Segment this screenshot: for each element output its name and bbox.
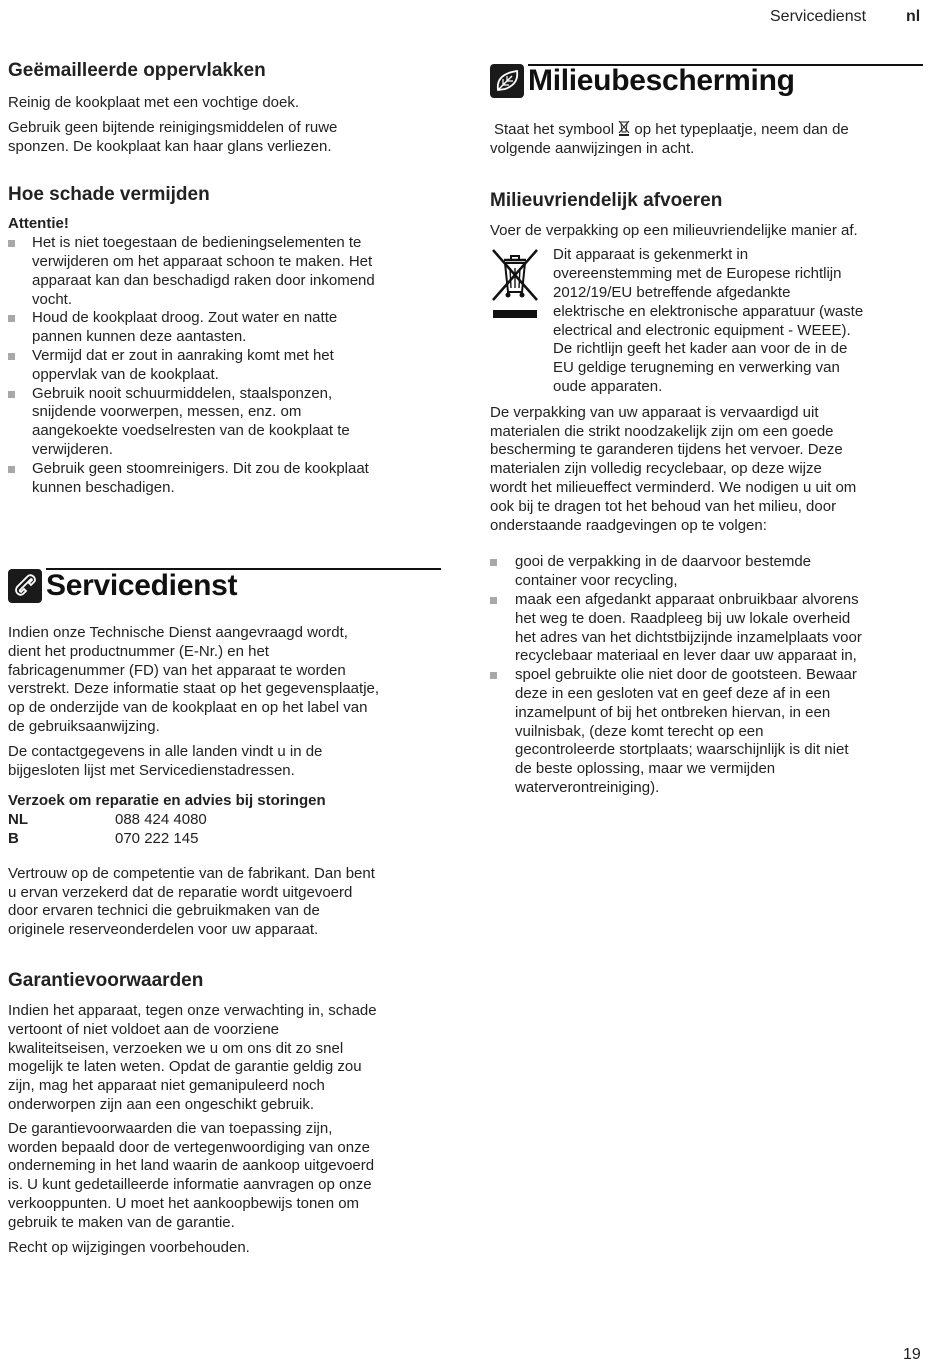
list-line: aangekoekte voedselresten van de kookplaat te (32, 422, 350, 440)
list-item (8, 347, 448, 385)
left-column (8, 60, 448, 497)
service-p1 (8, 624, 448, 737)
text-line: materialen die strikt noodzakelijk zijn om een goede (490, 422, 834, 440)
list-line: inzamelpunt of bij het ontbreken hiervan, in een (515, 703, 831, 721)
list-line: Gebruik nooit schuurmiddelen, staalsponzen, (32, 384, 333, 402)
disposal-list (490, 553, 930, 797)
phone-row (8, 811, 448, 830)
page-number: 19 (903, 1346, 921, 1363)
text-line: kwaliteitseisen, verzoeken we u om ons dit zo snel (8, 1039, 344, 1057)
list-line: Gebruik geen stoomreinigers. Dit zou de kookplaat (32, 459, 369, 477)
text-line: 2012/19/EU betreffende afgedankte (553, 283, 791, 301)
env-intro-line2: volgende aanwijzingen in acht. (490, 139, 695, 157)
bullet-square-icon (490, 597, 497, 604)
list-item (490, 591, 930, 666)
list-item (8, 309, 448, 347)
list-line: Vermijd dat er zout in aanraking komt met het (32, 346, 334, 364)
text-line: zijn, mag het apparaat niet gemanipuleerd noch (8, 1077, 325, 1095)
right-column (490, 120, 930, 798)
text-line: verkooppunten. U moet het aankoopbewijs tonen om (8, 1194, 360, 1212)
list-line: verwijderen. (32, 440, 113, 458)
text-line: onderworpen zijn aan een ongeschikt gebruik. (8, 1095, 315, 1113)
bullet-square-icon (8, 315, 15, 322)
phone-country: B (8, 829, 19, 847)
enamel-section (8, 60, 448, 156)
warranty-p3: Recht op wijzigingen voorbehouden. (8, 1238, 250, 1256)
text-line: overeenstemming met de Europese richtlijn (553, 265, 842, 283)
weee-bar (493, 310, 537, 318)
list-line: Het is niet toegestaan de bedieningselementen te (32, 234, 362, 252)
text-line: oude apparaten. (553, 377, 663, 395)
list-item (8, 385, 448, 460)
list-line: apparaat kan dan beschadigd raken door inkomend (32, 271, 375, 289)
damage-list (8, 234, 448, 497)
text-line: fabricagenummer (FD) van het apparaat te worden (8, 661, 346, 679)
env-intro (490, 120, 930, 159)
env-title: Milieubescherming (528, 64, 795, 97)
warranty-p1 (8, 1002, 448, 1115)
text-line: elektrische en elektronische apparatuur (waste (553, 302, 864, 320)
text-line: EU geldige terugneming en verwerking van (553, 359, 840, 377)
list-line: vuilnisbak, (deze komt terecht op een (515, 722, 764, 740)
text-line: op de onderzijde van de kookplaat en op het label van (8, 699, 368, 717)
text-line: De verpakking van uw apparaat is vervaardigd uit (490, 403, 819, 421)
text-line: originele reserveonderdelen voor uw apparaat. (8, 921, 319, 939)
disposal-title: Milieuvriendelijk afvoeren (490, 189, 723, 211)
bullet-square-icon (8, 466, 15, 473)
text-line: De richtlijn geeft het kader aan voor de in de (553, 340, 848, 358)
weee-text (553, 246, 930, 396)
enamel-title: Geëmailleerde oppervlakken (8, 60, 266, 81)
phone-row (8, 830, 448, 849)
service-p2 (8, 743, 448, 781)
text-line: bescherming te garanderen tijdens het vervoer. Deze (490, 441, 843, 459)
service-body (8, 624, 448, 1257)
phone-number: 088 424 4080 (115, 811, 207, 829)
list-line: spoel gebruikte olie niet door de gootsteen. Bewaar (515, 666, 857, 684)
list-item (490, 666, 930, 798)
bullet-square-icon (8, 391, 15, 398)
text-line: verstrekt. Deze informatie staat op het gegevensplaatje, (8, 680, 380, 698)
disposal-p1: Voer de verpakking op een milieuvriendelijke manier af. (490, 221, 858, 239)
env-intro-tail: op het typeplaatje, neem dan de (634, 121, 849, 138)
list-line: verwijderen om het apparaat schoon te maken. Het (32, 252, 373, 270)
text-line: dient het productnummer (E-Nr.) en het (8, 642, 269, 660)
enamel-p1: Reinig de kookplaat met een vochtige doek. (8, 94, 300, 111)
list-line: gooi de verpakking in de daarvoor bestemde (515, 553, 812, 571)
list-line: vocht. (32, 290, 73, 308)
list-item (490, 553, 930, 591)
warranty-title: Garantievoorwaarden (8, 969, 204, 991)
text-line: vertoont of niet voldoet aan de voorziene (8, 1020, 280, 1038)
text-line: de gebruiksaanwijzing. (8, 717, 160, 735)
text-line: De contactgegevens in alle landen vindt u in de (8, 742, 323, 760)
bullet-square-icon (8, 353, 15, 360)
bullet-square-icon (8, 240, 15, 247)
damage-section (8, 184, 448, 497)
bullet-square-icon (490, 672, 497, 679)
list-line: deze in een gesloten vat en geef deze af in een (515, 684, 831, 702)
list-line: waterverontreiniging). (515, 778, 660, 796)
list-line: het weg te doen. Raadpleeg bij uw lokale overheid (515, 609, 851, 627)
list-line: snijdende voorwerpen, messen, enz. om (32, 403, 302, 421)
warranty-p2 (8, 1120, 448, 1233)
text-line: Dit apparaat is gekenmerkt in (553, 246, 749, 264)
text-line: Indien onze Technische Dienst aangevraagd wordt, (8, 624, 348, 641)
list-item (8, 460, 448, 498)
phone-country: NL (8, 811, 28, 829)
list-line: maak een afgedankt apparaat onbruikbaar alvorens (515, 590, 859, 608)
env-intro-lead: Staat het symbool (494, 121, 615, 138)
header-section-name: Servicedienst (770, 8, 867, 25)
text-line: gebruik te maken van de garantie. (8, 1213, 235, 1231)
leaf-icon (490, 64, 524, 98)
text-line: onderneming in het land waarin de aankoop uitgevoerd (8, 1157, 375, 1175)
disposal-p2 (490, 404, 930, 536)
weee-block (490, 246, 930, 396)
text-line: electrical and electronic equipment - WEEE). (553, 321, 851, 339)
text-line: wordt het milieueffect verminderd. We nodigen u uit om (490, 478, 857, 496)
list-line: gecontroleerde stortplaats; waarschijnlijk is dit niet (515, 741, 849, 759)
attention-label: Attentie! (8, 215, 69, 233)
text-line: u ervan verzekerd dat de reparatie wordt uitgevoerd (8, 883, 353, 901)
list-line: Houd de kookplaat droog. Zout water en natte (32, 309, 338, 327)
text-line: Vertrouw op de competentie van de fabrikant. Dan bent (8, 864, 375, 882)
repair-title: Verzoek om reparatie en advies bij storingen (8, 792, 326, 810)
phone-icon (8, 569, 42, 603)
list-line: recyclebaar materiaal en lever daar uw apparaat in, (515, 647, 857, 665)
text-line: mogelijk te laten weten. Opdat de garantie geldig zou (8, 1058, 362, 1076)
weee-symbol-icon (618, 120, 630, 136)
list-line: het adres van het dichtstbijzijnde inzamelplaats voor (515, 628, 862, 646)
text-line: door ervaren technici die gebruikmaken van de (8, 902, 320, 920)
enamel-p2-line1: Gebruik geen bijtende reinigingsmiddelen of ruwe (8, 118, 338, 136)
list-item (8, 234, 448, 309)
text-line: is. U kunt gedetailleerde informatie aanvragen op onze (8, 1176, 372, 1194)
crossed-bin-icon (490, 248, 540, 304)
bullet-square-icon (490, 559, 497, 566)
list-line: container voor recycling, (515, 572, 678, 590)
phone-number: 070 222 145 (115, 829, 199, 847)
text-line: Indien het apparaat, tegen onze verwachting in, schade (8, 1001, 377, 1019)
text-line: bijgesloten lijst met Servicedienstadressen. (8, 761, 295, 779)
text-line: De garantievoorwaarden die van toepassing zijn, (8, 1119, 333, 1137)
service-p3 (8, 865, 448, 940)
text-line: ook bij te dragen tot het behoud van het milieu, door (490, 497, 837, 515)
text-line: onderstaande raadgevingen op te volgen: (490, 516, 767, 534)
service-title: Servicedienst (46, 569, 238, 602)
text-line: worden bepaald door de vertegenwoordiging van onze (8, 1138, 370, 1156)
enamel-p2 (8, 119, 448, 157)
header-language: nl (906, 8, 921, 25)
list-line: de beste oplossing, maar we vermijden (515, 760, 776, 778)
list-line: pannen kunnen deze aantasten. (32, 328, 247, 346)
list-line: oppervlak van de kookplaat. (32, 365, 219, 383)
list-line: kunnen beschadigen. (32, 478, 175, 496)
enamel-p2-line2: sponzen. De kookplaat kan haar glans verliezen. (8, 137, 332, 155)
text-line: materialen zijn volledig recyclebaar, op deze wijze (490, 460, 822, 478)
damage-title: Hoe schade vermijden (8, 184, 210, 206)
